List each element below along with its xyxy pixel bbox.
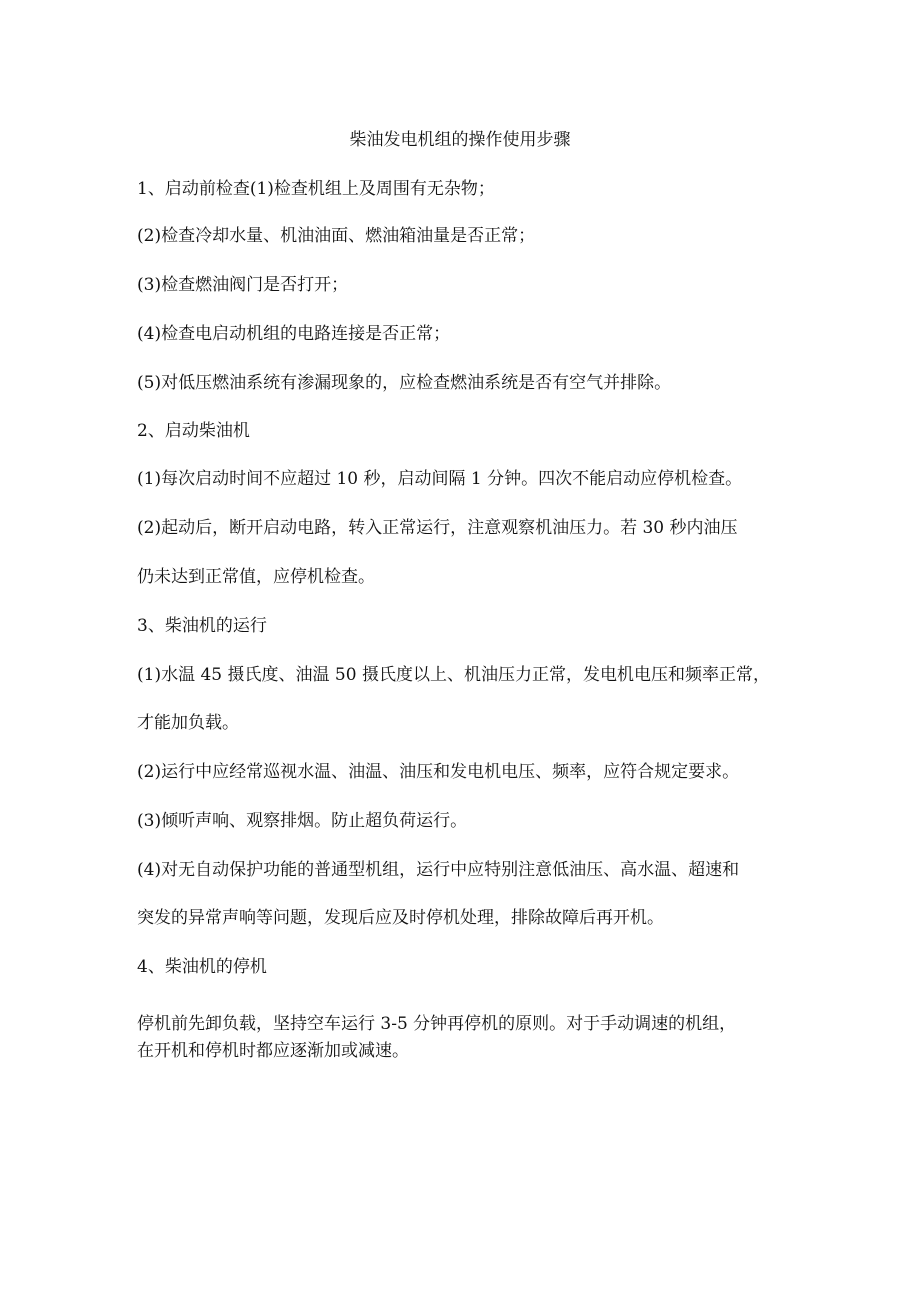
text-line-13: (2)运行中应经常巡视水温、油温、油压和发电机电压、频率，应符合规定要求。 xyxy=(137,762,740,782)
text-line-3: (3)检查燃油阀门是否打开； xyxy=(137,275,349,295)
text-line-7: (1)每次启动时间不应超过 10 秒，启动间隔 1 分钟。四次不能启动应停机检查。 xyxy=(137,469,743,489)
section-heading-3: 3、柴油机的运行 xyxy=(137,616,267,636)
text-line-2: (2)检查冷却水量、机油油面、燃油箱油量是否正常； xyxy=(137,226,536,246)
text-line-1: 1、启动前检查(1)检查机组上及周围有无杂物； xyxy=(137,179,495,199)
text-line-15: (4)对无自动保护功能的普通型机组，运行中应特别注意低油压、高水温、超速和 xyxy=(137,860,740,880)
text-line-12: 才能加负载。 xyxy=(137,713,239,733)
final-paragraph-line-2: 在开机和停机时都应逐渐加或减速。 xyxy=(137,1041,409,1061)
text-line-14: (3)倾听声响、观察排烟。防止超负荷运行。 xyxy=(137,811,468,831)
section-heading-4: 4、柴油机的停机 xyxy=(137,957,267,977)
text-line-4: (4)检查电启动机组的电路连接是否正常； xyxy=(137,324,451,344)
final-paragraph-line-1: 停机前先卸负载，坚持空车运行 3-5 分钟再停机的原则。对于手动调速的机组， xyxy=(137,1014,737,1034)
text-line-9: 仍未达到正常值，应停机检查。 xyxy=(137,567,375,587)
text-line-5: (5)对低压燃油系统有渗漏现象的，应检查燃油系统是否有空气并排除。 xyxy=(137,373,672,393)
document-title: 柴油发电机组的操作使用步骤 xyxy=(349,130,571,150)
text-line-11: (1)水温 45 摄氏度、油温 50 摄氏度以上、机油压力正常，发电机电压和频率正常， xyxy=(137,665,770,685)
text-line-16: 突发的异常声响等问题，发现后应及时停机处理，排除故障后再开机。 xyxy=(137,908,664,928)
section-heading-2: 2、启动柴油机 xyxy=(137,421,250,441)
text-line-8: (2)起动后，断开启动电路，转入正常运行，注意观察机油压力。若 30 秒内油压 xyxy=(137,518,738,538)
